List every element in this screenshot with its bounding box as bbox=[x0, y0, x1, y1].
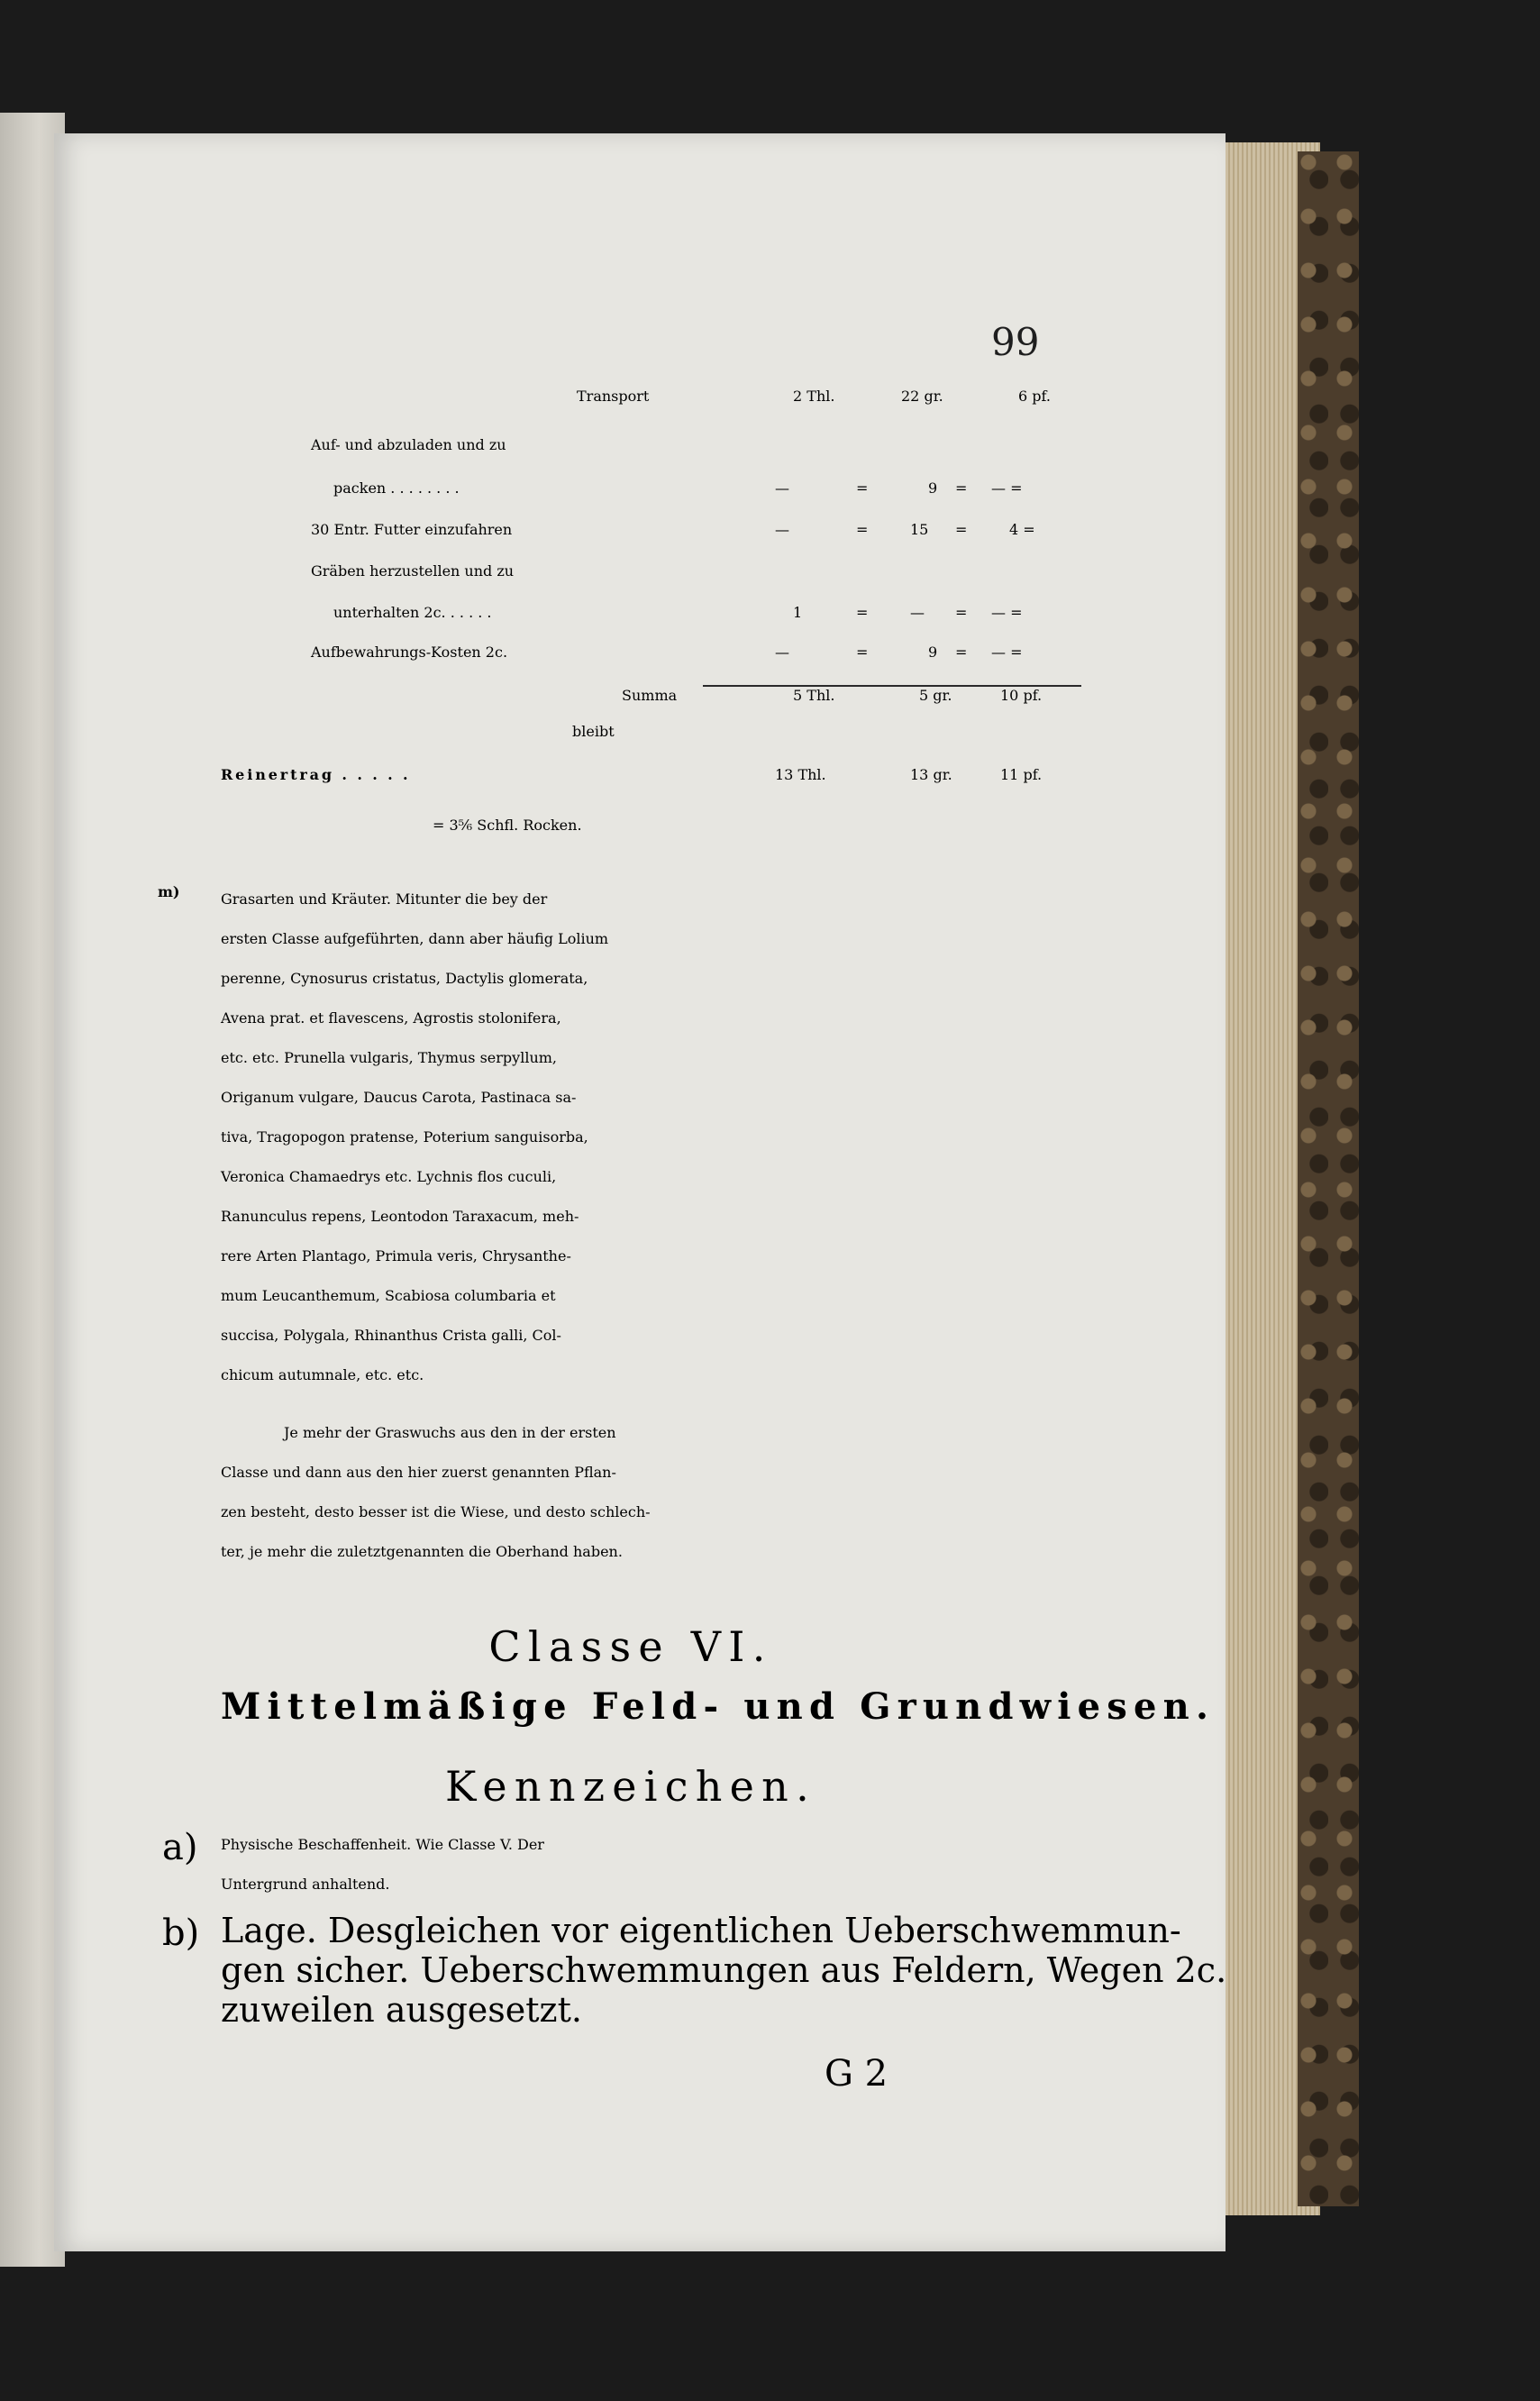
row3-pf: — = bbox=[991, 604, 1023, 621]
row2-label: 30 Entr. Futter einzufahren bbox=[311, 521, 513, 538]
marbled-cover bbox=[1298, 151, 1359, 2206]
section-m-marker: m) bbox=[158, 883, 180, 900]
page-number: 99 bbox=[991, 320, 1040, 364]
row1-sep1: = bbox=[856, 479, 869, 497]
class-subheading: Mittelmäßige Feld- und Grundwiesen. bbox=[221, 1685, 1216, 1728]
row3-label-1: Gräben herzustellen und zu bbox=[311, 562, 515, 580]
item-b-text bbox=[221, 1911, 1226, 2030]
summa-gr: 5 gr. bbox=[919, 687, 952, 704]
row4-sep2: = bbox=[955, 644, 968, 661]
section-m-text bbox=[221, 880, 608, 1395]
bleibt-label: bleibt bbox=[572, 723, 615, 740]
row3-sep1: = bbox=[856, 604, 869, 621]
row1-label-2: packen . . . . . . . . bbox=[333, 479, 460, 497]
row3-gr: — bbox=[910, 604, 925, 621]
item-a-text bbox=[221, 1825, 544, 1904]
row4-sep1: = bbox=[856, 644, 869, 661]
paragraph-line: zen besteht, desto besser ist die Wiese, und desto schlech- bbox=[221, 1503, 651, 1520]
row4-label: Aufbewahrungs-Kosten 2c. bbox=[311, 644, 508, 661]
paragraph-line: Je mehr der Graswuchs aus den in der ersten bbox=[284, 1424, 616, 1441]
paragraph-line: Classe und dann aus den hier zuerst genannten Pflan- bbox=[221, 1464, 616, 1481]
row2-sep2: = bbox=[955, 521, 968, 538]
row3-label-2: unterhalten 2c. . . . . . bbox=[333, 604, 492, 621]
item-a-line: Physische Beschaffenheit. Wie Classe V. Der bbox=[221, 1836, 544, 1853]
row4-pf: — = bbox=[991, 644, 1023, 661]
row4-thl: — bbox=[775, 644, 789, 661]
summa-pf: 10 pf. bbox=[1000, 687, 1043, 704]
row1-thl: — bbox=[775, 479, 789, 497]
section-m-line: succisa, Polygala, Rhinanthus Crista galli, Col- bbox=[221, 1327, 561, 1344]
reinertrag-label: Reinertrag . . . . . bbox=[221, 766, 411, 783]
reinertrag-gr: 13 gr. bbox=[910, 766, 952, 783]
row1-label-1: Auf- und abzuladen und zu bbox=[311, 436, 506, 453]
item-b-line: Lage. Desgleichen vor eigentlichen Ueberschwemmun- bbox=[221, 1911, 1181, 1950]
paragraph-line: ter, je mehr die zuletztgenannten die Oberhand haben. bbox=[221, 1543, 623, 1560]
transport-pf: 6 pf. bbox=[1018, 388, 1051, 405]
item-b-line: zuweilen ausgesetzt. bbox=[221, 1990, 582, 2030]
row1-sep2: = bbox=[955, 479, 968, 497]
transport-gr: 22 gr. bbox=[901, 388, 943, 405]
item-b-line: gen sicher. Ueberschwemmungen aus Feldern, Wegen 2c. bbox=[221, 1950, 1227, 1990]
row3-sep2: = bbox=[955, 604, 968, 621]
row1-pf: — = bbox=[991, 479, 1023, 497]
reinertrag-pf: 11 pf. bbox=[1000, 766, 1043, 783]
section-m-line: etc. etc. Prunella vulgaris, Thymus serpyllum, bbox=[221, 1049, 557, 1066]
row3-thl: 1 bbox=[793, 604, 803, 621]
reinertrag-thl: 13 Thl. bbox=[775, 766, 826, 783]
kennzeichen-heading: Kennzeichen. bbox=[445, 1762, 816, 1811]
section-m-line: ersten Classe aufgeführten, dann aber häufig Lolium bbox=[221, 930, 609, 947]
signature-mark: G 2 bbox=[825, 2053, 888, 2095]
transport-label: Transport bbox=[577, 388, 650, 405]
section-m-line: chicum autumnale, etc. etc. bbox=[221, 1366, 424, 1383]
section-m-line: Origanum vulgare, Daucus Carota, Pastinaca sa- bbox=[221, 1089, 577, 1106]
class-heading: Classe VI. bbox=[488, 1622, 773, 1671]
section-m-line: perenne, Cynosurus cristatus, Dactylis glomerata, bbox=[221, 970, 588, 987]
row2-thl: — bbox=[775, 521, 789, 538]
item-a-marker: a) bbox=[162, 1827, 198, 1868]
row2-sep1: = bbox=[856, 521, 869, 538]
section-m-line: Ranunculus repens, Leontodon Taraxacum, meh- bbox=[221, 1208, 579, 1225]
section-m-line: tiva, Tragopogon pratense, Poterium sanguisorba, bbox=[221, 1128, 588, 1146]
equivalent-line: = 3⅚ Schfl. Rocken. bbox=[433, 817, 582, 834]
summa-label: Summa bbox=[622, 687, 678, 704]
item-b-marker: b) bbox=[162, 1913, 200, 1954]
section-m-line: mum Leucanthemum, Scabiosa columbaria et bbox=[221, 1287, 556, 1304]
row2-pf: 4 = bbox=[1009, 521, 1035, 538]
section-m-line: Avena prat. et flavescens, Agrostis stolonifera, bbox=[221, 1009, 561, 1027]
section-m-line: rere Arten Plantago, Primula veris, Chrysanthe- bbox=[221, 1247, 571, 1264]
section-m-line: Veronica Chamaedrys etc. Lychnis flos cuculi, bbox=[221, 1168, 557, 1185]
summa-thl: 5 Thl. bbox=[793, 687, 835, 704]
section-m-line: Grasarten und Kräuter. Mitunter die bey der bbox=[221, 890, 548, 908]
item-a-line: Untergrund anhaltend. bbox=[221, 1876, 390, 1893]
row2-gr: 15 bbox=[910, 521, 929, 538]
row4-gr: 9 bbox=[928, 644, 938, 661]
paragraph bbox=[221, 1413, 651, 1572]
row1-gr: 9 bbox=[928, 479, 938, 497]
transport-thl: 2 Thl. bbox=[793, 388, 835, 405]
